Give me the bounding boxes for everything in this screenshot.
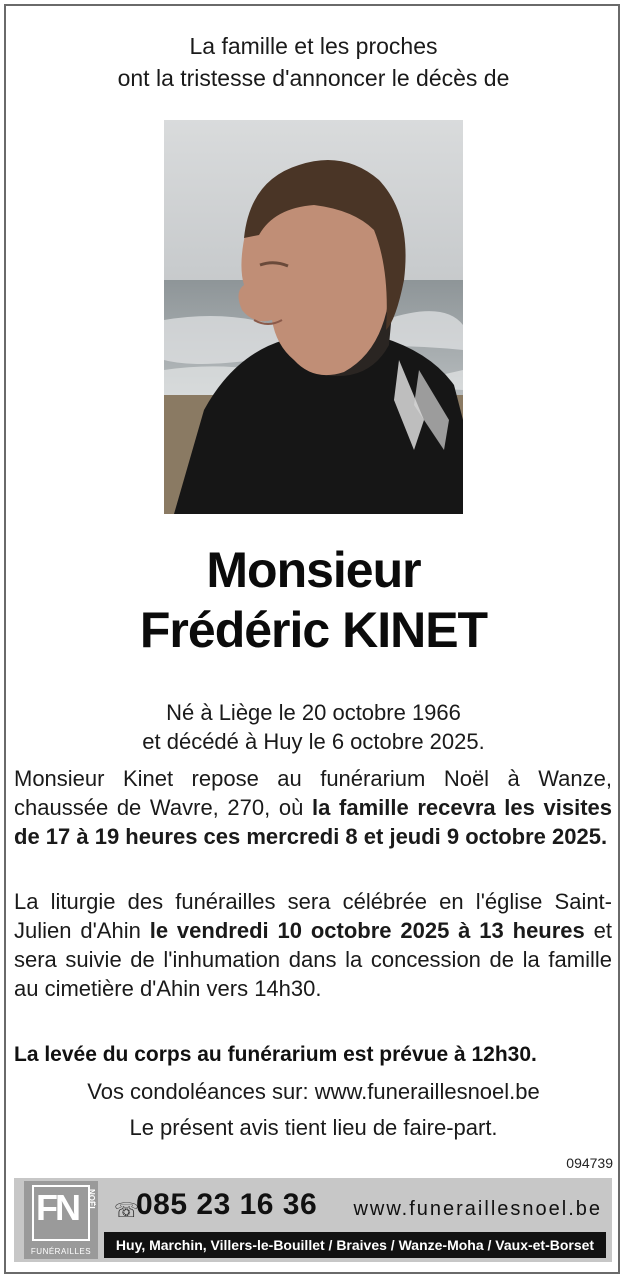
intro-line-1: La famille et les proches [189, 33, 438, 59]
funeral-paragraph [14, 887, 612, 1003]
funeral-datetime: le vendredi 10 octobre 2025 à 13 heures [149, 918, 585, 943]
funeral-text-start: La liturgie des funérailles sera célébrée en l'église Saint-Julien d'Ahin [14, 889, 612, 943]
birth-line: Né à Liège le 20 octobre 1966 [166, 700, 461, 725]
logo-letters: FN [36, 1187, 78, 1228]
death-line: et décédé à Huy le 6 octobre 2025. [142, 729, 485, 754]
life-dates [0, 698, 627, 756]
intro-text [0, 30, 627, 94]
visitation-paragraph [14, 764, 612, 851]
condolences-line: Vos condoléances sur: www.funeraillesnoel.be [87, 1079, 540, 1104]
towns-strip: Huy, Marchin, Villers-le-Bouillet / Braives / Wanze-Moha / Vaux-et-Borset [104, 1232, 606, 1258]
funeral-home-banner [14, 1178, 612, 1262]
intro-line-2: ont la tristesse d'annoncer le décès de [117, 65, 510, 91]
deceased-name [0, 540, 627, 660]
reference-number: 094739 [566, 1155, 613, 1171]
logo-subtitle: FUNÉRAILLES [30, 1247, 92, 1256]
levee-notice: La levée du corps au funérarium est prévue à 12h30. [14, 1043, 537, 1066]
visitation-hours: la famille recevra les visites de 17 à 19 heures ces mercredi 8 et jeudi 9 octobre 2025. [14, 795, 613, 849]
name-title: Monsieur [206, 542, 421, 598]
visitation-text: Monsieur Kinet repose au funérarium Noël à Wanze, chaussée de Wavre, 270, où [14, 766, 612, 820]
portrait-photo [164, 120, 463, 514]
funeral-text-end: et sera suivie de l'inhumation dans la concession de la famille au cimetière d'Ahin vers 14h30. [14, 918, 612, 1001]
phone-icon: ☏ [114, 1200, 140, 1222]
name-full: Frédéric KINET [139, 602, 488, 658]
phone-number: 085 23 16 36 [136, 1188, 318, 1221]
logo-vertical-text: NOËL [87, 1189, 96, 1212]
funeral-home-logo [24, 1181, 98, 1259]
portrait-illustration [164, 120, 463, 514]
website-link[interactable]: www.funeraillesnoel.be [353, 1198, 602, 1220]
faire-part-line: Le présent avis tient lieu de faire-part. [129, 1115, 498, 1140]
